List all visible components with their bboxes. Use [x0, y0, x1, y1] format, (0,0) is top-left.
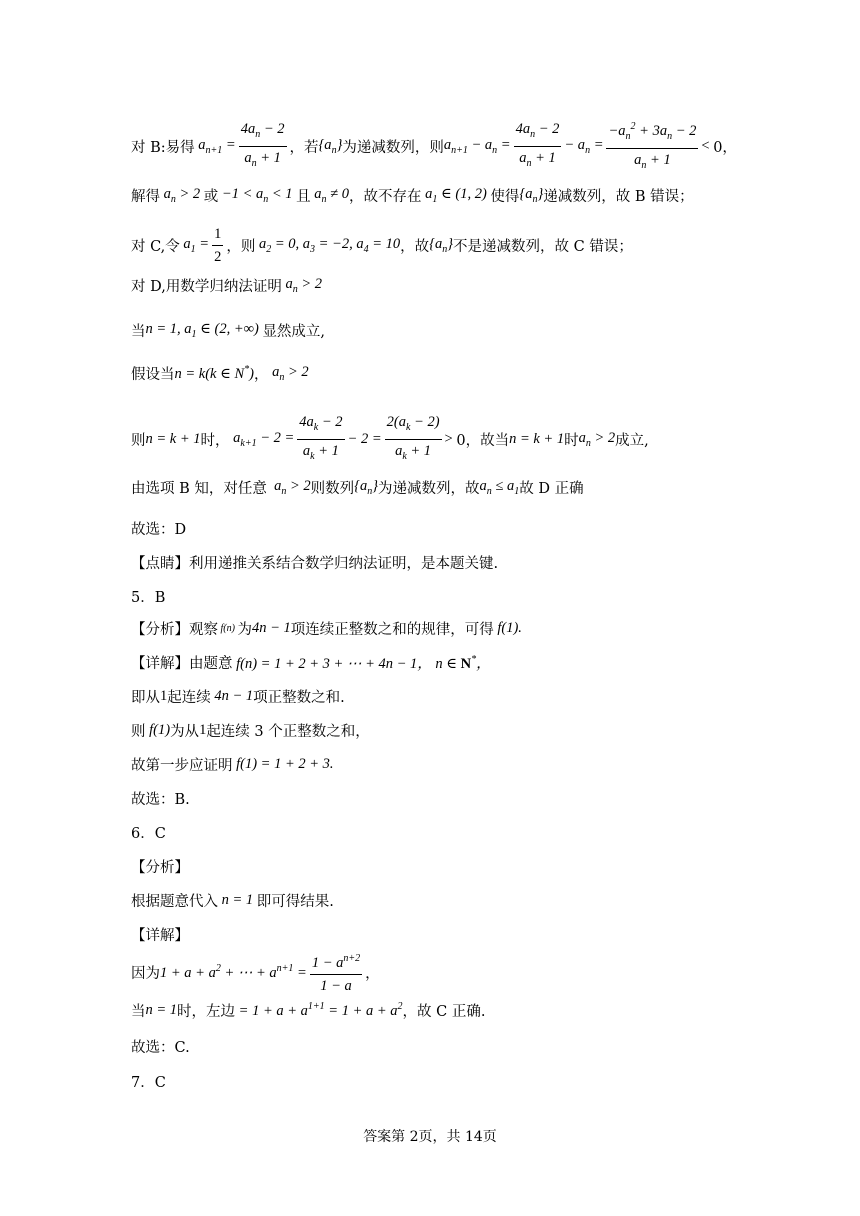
- text-line: [131, 1036, 190, 1057]
- text: 【分析】观察: [131, 622, 218, 638]
- text-line: 当 n = 1, $a_1$ ∈ (2, +∞) 显然成立,: [131, 321, 326, 340]
- text-line: [131, 1071, 166, 1092]
- text: 或: [203, 189, 219, 205]
- text: 即可得结果.: [256, 894, 334, 910]
- text: 时，: [200, 433, 230, 449]
- text: 时: [564, 433, 579, 449]
- text: 【分析】: [131, 860, 189, 876]
- text-line: 【详解】由题意 f(n) = 1 + 2 + 3 + ⋯ + 4n − 1， n ∈ N*，: [131, 654, 491, 672]
- text-line: 【分析】观察 f(n) 为 4n − 1 项连续正整数之和的规律，可得 f(1).: [131, 620, 522, 638]
- text: 故 D 正确: [519, 481, 584, 497]
- text-line: 则 f(1) 为从 1 起连续 3 个正整数之和，: [131, 722, 370, 740]
- text: 当: [131, 1004, 146, 1020]
- text: 时，左边: [177, 1004, 236, 1020]
- text: 0，故当: [456, 433, 510, 449]
- text-line: [131, 552, 498, 573]
- text: 根据题意代入: [131, 894, 218, 910]
- text: 显然成立,: [262, 324, 326, 340]
- text: 项正整数之和.: [253, 690, 345, 706]
- text: 且: [296, 189, 311, 205]
- text: 故选：D: [131, 522, 187, 538]
- text: 起连续 3 个正整数之和，: [206, 724, 370, 740]
- text-line: [131, 518, 186, 539]
- text-line: 对 C,令 $a_1$ = $\frac{1}{2}$ ，则 $a_2 = 0$, $a_3 = -2$, $a_4 = 10$ ，故 $\{a_n\}$ 不是递减数列，故 C 错误；: [131, 226, 633, 265]
- text: 则数列: [310, 481, 355, 497]
- text-line: 解得 $a_n > 2$ 或 $-1 < a_n < 1$ 且 $a_n \ne 0$ ，故不存在 $a_1$ ∈ (1, 2) 使得 $\{a_n\}$ 递减数列，故 B 错误；: [131, 186, 694, 205]
- text: 对 C,令: [131, 239, 180, 255]
- text-line: [131, 822, 166, 843]
- text: 7．C: [131, 1075, 166, 1091]
- text: ，则: [226, 239, 256, 255]
- text-line: 根据题意代入 n = 1 即可得结果.: [131, 892, 334, 910]
- text: 则: [131, 724, 146, 740]
- text: ，故 C 正确.: [402, 1004, 486, 1020]
- text: 即从: [131, 690, 160, 706]
- text: 为: [237, 622, 252, 638]
- text-line: 假设当 n = k(k ∈ N*) ， $a_n > 2$: [131, 364, 309, 383]
- text: 故第一步应证明: [131, 758, 233, 774]
- text-line: 当 n = 1 时，左边 = $1 + a + a^{1+1} = 1 + a + a^2$ ，故 C 正确.: [131, 1001, 486, 1020]
- text: 为从: [170, 724, 200, 740]
- text: 则: [131, 433, 146, 449]
- text: 成立,: [615, 433, 649, 449]
- text: 5．B: [131, 590, 166, 606]
- text: 故选：B.: [131, 792, 190, 808]
- text: 递减数列，故 B 错误；: [543, 189, 694, 205]
- text: 使得: [490, 189, 520, 205]
- text: 不是递减数列，故 C 错误；: [453, 239, 633, 255]
- text-line: [131, 856, 189, 877]
- text: 对 B:易得: [131, 140, 195, 156]
- text-line: 则 n = k + 1 时， $a_{k+1} - 2$ = $\frac{4a_k - 2}{a_k + 1}$ − 2 = $\frac{2(a_k - 2)}{a_k + 1}$ > 0，故当 n = k + 1 时 $a_n > 2$ 成立,: [131, 414, 649, 462]
- text: 【详解】: [131, 928, 189, 944]
- text: 假设当: [131, 367, 175, 383]
- text: 故选：C.: [131, 1040, 190, 1056]
- text-line: 因为 $1 + a + a^2$ + ⋯ + $a^{n+1}$ = $\frac{1 - a^{n+2}}{1 - a}$ ，: [131, 950, 380, 995]
- text-line: 由选项 B 知，对任意 $a_n > 2$ 则数列 $\{a_n\}$ 为递减数列，故 $a_n \le a_1$ 故 D 正确: [131, 478, 584, 497]
- text-line: 即从 1 起连续 4n − 1 项正整数之和.: [131, 688, 345, 706]
- text-line: [131, 924, 189, 945]
- text: 解得: [131, 189, 160, 205]
- text: ，故: [400, 239, 430, 255]
- text: 为递减数列，则: [342, 140, 444, 156]
- text: 为递减数列，故: [378, 481, 480, 497]
- page-number: 答案第 2页，共 14页: [363, 1129, 497, 1145]
- text: 0，: [713, 140, 737, 156]
- text-line: [131, 586, 165, 607]
- text: 对 D,用数学归纳法证明: [131, 279, 282, 295]
- text: 因为: [131, 966, 160, 982]
- text-line: 对 B:易得 $a_{n+1}$ = $\frac{4a_n - 2}{a_n + 1}$ ，若 $\{a_n\}$ 为递减数列，则 $a_{n+1} - a_n$ = $\frac{4a_n - 2}{a_n + 1}$ − $a_n$ = $\frac{-a_n^2 + 3a_n - 2}{a_n + 1}$ < 0，: [131, 118, 737, 175]
- text: 由选项 B 知，对任意: [131, 481, 267, 497]
- text: 起连续: [167, 690, 211, 706]
- text: 项连续正整数之和的规律，可得: [290, 622, 494, 638]
- text-line: 对 D,用数学归纳法证明 $a_n > 2$: [131, 276, 322, 295]
- text-line: 故第一步应证明 f(1) = 1 + 2 + 3.: [131, 756, 334, 774]
- text: 【点睛】利用递推关系结合数学归纳法证明，是本题关键.: [131, 556, 499, 572]
- text: 当: [131, 324, 146, 340]
- text: 6．C: [131, 826, 166, 842]
- text: ，故不存在: [349, 189, 422, 205]
- text: 【详解】由题意: [131, 656, 233, 672]
- text: ，若: [289, 140, 319, 156]
- text: ，: [253, 367, 269, 383]
- text-line: [131, 788, 190, 809]
